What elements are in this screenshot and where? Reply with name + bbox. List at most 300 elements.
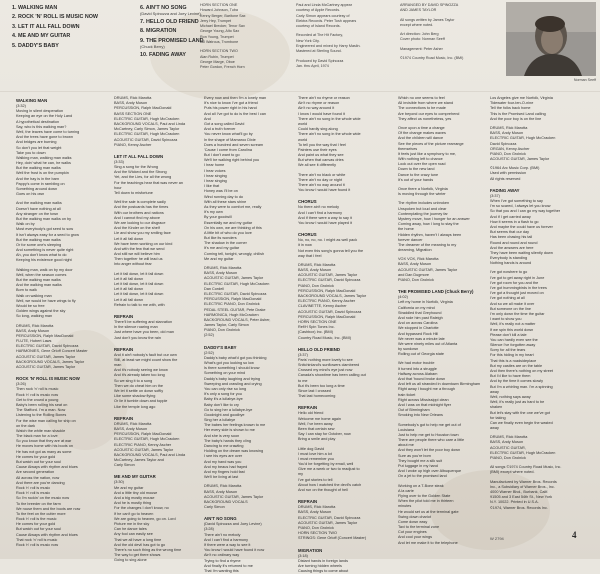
credits-arrangement — [400, 3, 498, 91]
lyric-line: Inc., a Subsidiary of Warner Bros., Inc. — [490, 484, 555, 489]
lyric-line: Let it all fall down — [114, 276, 144, 281]
lyric-line: Baby's been rolling his seat on — [16, 402, 68, 407]
lyric-line: Pappy's come in rambling on — [16, 181, 65, 186]
lyric-line: Lie and show you my smiling face — [114, 231, 171, 236]
lyric-line: Tidewater four-ten-O-nine — [490, 101, 534, 106]
credit-line: Kenny Berger, Baritone Sax — [200, 13, 246, 18]
spacer — [398, 283, 486, 287]
lyric-line: I've got a thought just moved on — [490, 291, 544, 296]
lyric-line: Halfway across Alabam — [398, 371, 438, 376]
lyric-line: I'm only down the time the guitar — [490, 311, 545, 316]
spacer — [114, 410, 200, 414]
lyric-line: Dancing to me crawling — [204, 444, 244, 448]
lyric-line: themselves — [398, 146, 418, 151]
lyric-line: Rock 'n' roll is music now — [16, 392, 59, 397]
lyric-line: If he can't go to heaven — [114, 511, 154, 516]
lyric-line: You know I would have found it now — [204, 548, 265, 553]
lyric-line: There ain't no day or night — [298, 177, 342, 182]
track-title: 4. ME AND MY GUITAR — [12, 33, 71, 40]
lyric-line: Golden wings against the sky — [16, 309, 66, 314]
lyric-line: And I cannot find my above — [114, 215, 161, 220]
lyric-line: ©1964 Arc Music Corp. (BMI) — [490, 166, 540, 171]
lyric-line: Or for some one's sleeping — [16, 242, 62, 247]
lyric-line: But let's stay with the one we've got — [490, 410, 550, 415]
lyric-line: The baby's hands they cling — [204, 438, 251, 443]
lyric-line: PERCUSSION, Ralph MacDonald — [298, 314, 356, 319]
lyric-line: HORN SECTION ONE — [298, 319, 337, 324]
lyric-line: The Stafford. I'm a man. Now — [16, 408, 66, 413]
song-heading: FADING AWAY — [490, 187, 520, 193]
lyric-line: All rights reserved — [490, 176, 521, 181]
lyric-line: But it's been too long a time — [298, 383, 345, 388]
lyric-line: There are people there who care a little — [398, 438, 465, 443]
credit-line: New York City. — [296, 38, 320, 43]
credit-line: HORN SECTION ONE — [200, 3, 238, 7]
lyric-line: PIANO, Don Grolnick — [204, 328, 240, 333]
lyric-line: Which no one seems to feel — [398, 96, 445, 100]
lyric-line: And still we will believe him — [114, 252, 160, 257]
lyric-line: ELECTRIC GUITAR, David Spinozza — [204, 291, 267, 296]
lyric-line: We are going to heaven, go on. Lord — [114, 516, 176, 521]
song-heading: ME AND MY GUITAR — [114, 474, 156, 480]
lyric-line: When I've got something to say — [490, 199, 543, 203]
lyric-line: And by the time it comes slowly — [490, 379, 543, 384]
credit-line: George Young, Alto Sax — [200, 29, 240, 34]
lyric-line: You know I would have found it — [298, 188, 351, 193]
lyric-line: ACOUSTIC GUITAR, David Spinozza — [298, 309, 362, 314]
lyric-line: I'm so scared, I always let you know — [490, 204, 551, 209]
lyric-line: And paint us what they see — [298, 153, 344, 158]
lyric-line: And it's already taken too long — [114, 373, 165, 378]
lyric-line: Has been chasing his tail — [490, 235, 533, 240]
lyric-line: Would be so free — [16, 303, 45, 308]
lyric-line: Ain't no rhyme or reason — [298, 101, 340, 106]
lyric-line: PIANO, Don Grolnick — [298, 283, 334, 288]
lyric-line: It's out of your hands — [398, 177, 434, 182]
credit-line: HORN SECTION TWO — [200, 49, 238, 54]
lyric-line: (3:30) — [114, 480, 124, 485]
credit-line: Mastered at Sterling Sound. — [296, 49, 342, 54]
lyric-line: We have been working on our kind — [114, 241, 173, 246]
lyric-line: ACOUSTIC GUITAR, James Taylor — [398, 267, 458, 272]
lyric-line: BASS, Andy Muson — [298, 510, 332, 515]
lyric-line: I want to show you — [490, 317, 522, 322]
lyric-line: ELECTRIC GUITAR, David Spinozza — [298, 278, 361, 283]
lyric-line: Sweeping and crawling and crying — [204, 381, 262, 386]
lyric-line: Could hardly sing along — [298, 127, 338, 132]
song-heading: REFRAIN — [298, 499, 318, 505]
lyric-line: Baby it's a lullabye-bye — [204, 397, 243, 402]
spacer — [298, 542, 392, 546]
lyric-line: You can hardly even see the — [490, 337, 538, 342]
lyric-line: Goodnight and goodbye — [204, 412, 245, 417]
credit-line: Jerry Hey, Trumpet — [200, 18, 232, 23]
lyric-line: Well the frost is on the pumpkin — [16, 171, 69, 176]
lyric-line: DRUMS, Rick Marotta — [490, 435, 528, 440]
song-heading: LET IT ALL FALL DOWN — [114, 153, 164, 159]
lyric-line: I've got nothing at all — [490, 296, 525, 301]
lyric-line: It's my own — [204, 210, 223, 215]
lyric-line: ACOUSTIC GUITAR, — [490, 445, 526, 450]
lyric-line: CLAVINETTE, Kenny Ascher — [298, 304, 347, 309]
lyric-line: And the postcards has the times — [114, 205, 169, 210]
lyric-line: Been that certain sew — [298, 426, 335, 431]
lyric-line: And bypassed Rock Hill — [398, 331, 439, 336]
lyric-line: I see his eyes are over — [204, 454, 243, 459]
lyric-line: A la carte — [398, 488, 414, 493]
lyric-line: And cool your wings — [398, 535, 432, 540]
lyric-line: Let it all fall down — [114, 236, 144, 241]
lyric-line: man — [114, 363, 122, 368]
lyric-line: my — [298, 472, 304, 477]
lyric-line: (3:37) — [490, 193, 500, 198]
lyric-line: FLUTE, Hubert Laws — [16, 339, 52, 344]
lyric-line: And there are you're dancing — [16, 480, 65, 485]
lyric-line: Crossed my mind's eye just now — [298, 368, 353, 373]
lyric-line: To the feet on the cutter more — [16, 511, 66, 516]
lyric-line: If we spin this world down — [490, 327, 534, 332]
lyric-line: Does a hundred and seven scream — [204, 142, 264, 147]
spacer — [114, 148, 200, 152]
lyric-line: With nothing left to chance — [398, 157, 443, 162]
lyric-line: ACOUSTIC GUITAR, James Taylor — [114, 447, 174, 452]
lyric-line: on the dark — [16, 423, 35, 428]
lyric-line: And let me make it to the telephone — [398, 540, 458, 545]
song-heading: HELLO OLD FRIEND — [298, 346, 341, 352]
lyric-line: And the Wicked and the Strong — [114, 170, 167, 175]
lyrics-column-3 — [204, 96, 292, 573]
lyric-line: BASS SECTION ONE — [114, 111, 152, 116]
lyric-line: You know I would have played it — [298, 220, 352, 225]
lyric-line: There ain't no song in the whole wide — [298, 116, 361, 121]
lyric-line: BACKGROUND VOCALS, James Taylor — [16, 359, 85, 364]
lyric-line: way that I feel — [298, 253, 322, 258]
lyric-line: away — [490, 389, 499, 394]
lyric-line: Her every side is shown to me — [204, 428, 255, 433]
spacer — [490, 182, 586, 186]
lyric-line: Coming away, how I long to stay the — [398, 222, 459, 227]
spacer — [204, 510, 292, 514]
lyric-line: And so we all make it over — [490, 301, 535, 306]
lyric-line: Everybody is standing — [490, 256, 528, 261]
lyric-line: Let it fall down, let it fall down — [114, 292, 164, 297]
credit-line: Cover photo: Norman Seeff — [400, 37, 445, 42]
lyric-line: The way to get there shows — [114, 553, 161, 558]
lyric-line: Goes on his own — [16, 192, 45, 197]
lyric-line: Used with permission — [490, 171, 527, 176]
photo-caption: Norman Seeff — [573, 78, 596, 82]
lyric-line: And it's nobody seeing we know — [114, 368, 168, 373]
lyric-line: I hear singing — [204, 173, 227, 178]
credit-line: ARRANGED BY DAVID SPINOZZA — [400, 3, 459, 7]
lyric-line: Left my home in Norfolk, Virginia — [398, 300, 453, 305]
lyric-line: But watch out for your soul — [16, 527, 61, 532]
lyric-line: Say I can stay for October, now — [298, 432, 351, 437]
lyric-line: hour — [114, 185, 122, 190]
lyric-line: And she is very soon — [204, 433, 240, 438]
lyric-line: And rode him past Raleigh — [398, 315, 443, 320]
track-list-side-one — [12, 4, 116, 51]
lyric-line: In the silence roaring man — [114, 325, 158, 330]
lyric-line: As they were to comfort me, really — [204, 204, 262, 209]
lyric-line: California on my mind — [398, 305, 435, 310]
lyric-line: Take you to down — [16, 150, 46, 155]
lyric-line: And maybe the could have us forever — [490, 224, 553, 229]
artist-photo — [506, 2, 596, 76]
lyric-line: (3:28) — [204, 527, 214, 532]
lyric-line: McCartney, Carly Simon, James Taylor — [114, 127, 180, 132]
spacer — [298, 341, 392, 345]
lyric-line: Ah, you don't know what to do — [16, 253, 67, 258]
lyric-line: train ticket — [398, 392, 416, 397]
lyric-line: Well, it's really not a matter — [490, 322, 536, 327]
lyric-line: Snitchinland's sunflowers clambered — [298, 363, 360, 368]
side-number: 4 — [572, 530, 577, 540]
lyric-line: Los Angeles give me Norfolk, Virginia — [490, 96, 553, 100]
lyric-line: Bring a smile and play — [298, 437, 336, 442]
lyric-line: ELECTRIC GUITAR, Hugh McCracken — [114, 437, 180, 442]
lyric-line: Hello old friend — [298, 411, 324, 416]
lyric-line: BASS, Andy Muson — [114, 426, 148, 431]
lyric-line: Let it all fall down — [114, 287, 144, 292]
lyric-line: Put luggage in my hand — [398, 464, 438, 468]
lyric-line: 4000 Warner Blvd., Burbank, Calif. — [490, 489, 549, 494]
lyric-line: Well, when the season comes — [16, 272, 67, 277]
lyric-line: DRUMS, Rick Marotta — [298, 262, 336, 267]
lyric-line: I've got room for you and the — [490, 280, 539, 285]
lyric-line: But my castles are on the table — [490, 363, 543, 368]
lyric-line: Tell down to misfortune — [114, 191, 153, 195]
lyric-line: Canada's showtime has been calling out — [298, 373, 366, 378]
lyric-line: DRUMS, Rick Marotta — [114, 421, 152, 426]
lyric-line: ORGAN, Kenny Ascher — [490, 146, 530, 151]
song-heading: DADDY'S BABY — [204, 344, 237, 350]
lyric-line: You can only rise so long — [204, 386, 247, 391]
credit-line: Engineered and mixed by Harry Maslin. — [296, 44, 361, 49]
lyric-line: Just where have you been, old man — [114, 330, 174, 335]
lyric-line: VOX VOX, Rick Marotta — [398, 257, 439, 262]
song-heading: MIGRATION — [298, 547, 323, 553]
lyric-line: And I can't find a harmony — [298, 210, 342, 215]
lyric-line: PERCUSSION, Ralph MacDonald — [114, 106, 172, 111]
lyric-line: PERCUSSION, Ralph MacDonald — [204, 297, 262, 302]
lyric-line: (2:52) — [204, 350, 214, 355]
lyric-line: That rock 'n' roll is music — [16, 537, 58, 542]
lyric-line: BASS, Andy Muson — [16, 328, 50, 333]
lyric-line: Dan Cordell — [204, 286, 225, 291]
lyric-line: Puts his power right in his hand — [204, 106, 257, 111]
song-heading: REFRAIN — [114, 346, 134, 352]
lyric-line: Any stranger on the town — [16, 211, 59, 216]
lyric-line: But when that canvas dries — [298, 158, 344, 163]
lyric-line: (4:02) — [398, 295, 408, 300]
lyric-line: Rock 'n' roll is the music — [16, 517, 57, 522]
lyric-line: But someone on the line — [490, 306, 531, 311]
lyric-line: Straddled that Greyhound — [398, 310, 442, 315]
lyric-line: But the walking man walks on by — [16, 216, 72, 221]
credit-line: ©1974 Country Road Music, Inc. (BMI) — [400, 56, 464, 61]
lyric-line: shaken — [490, 405, 503, 410]
song-heading: REFRAIN — [114, 313, 134, 319]
credit-line: Jan. thru April, 1974 — [296, 63, 329, 68]
credit-line: All songs written by James Taylor — [400, 17, 455, 22]
lyric-line: Let it fall down, let it fall down — [114, 271, 164, 276]
spacer — [16, 370, 108, 374]
lyric-line: Picture me in the sky — [114, 521, 150, 526]
lyric-line: Cause Always with rhythm and blues — [16, 465, 78, 470]
lyric-line: for taking — [490, 415, 506, 420]
credit-line: Howard Johnson, Tuba — [200, 8, 238, 13]
lyric-line: Cut your engines — [398, 530, 427, 535]
lyric-line: Carly Simon — [204, 505, 225, 510]
lyric-line: The dreamer of the meaning to my — [398, 242, 457, 247]
lyric-line: ELECTRIC PIANO, Don Grolnick — [204, 302, 260, 307]
credit-line: courtesy of Island Records. — [296, 24, 341, 29]
lyric-line: Just don't you know the rain — [114, 335, 161, 340]
lyric-line: Doesn't have nothing at all — [16, 206, 61, 211]
lyric-line: Coming tell, tonight, wrongly, chilish — [204, 251, 265, 256]
lyric-line: DRUMS, Rick Marotta — [16, 323, 54, 328]
lyrics-column-2 — [114, 96, 200, 563]
lyric-line: BASS, Andy Muson — [398, 262, 432, 267]
catalog-number: W 2794 — [490, 536, 504, 541]
track-writer-note: (David Spinozza and Joey Levine) — [140, 11, 201, 17]
lyric-line: Well, we would be have wings to fly — [16, 298, 76, 303]
song-heading: CHORUS — [298, 199, 317, 205]
lyric-line: And I can't find a harmony — [204, 537, 248, 542]
lyric-line: I've got to get away right in June — [490, 275, 545, 280]
lyric-line: We were ninety miles out of Atlanta — [398, 341, 458, 346]
lyric-line: See the pieces of the picture rearrange — [398, 141, 464, 146]
lyric-line: We let it settle on down softly — [114, 389, 164, 393]
lyric-line: David Spinozza — [490, 141, 517, 146]
lyric-line: BACKGROUND VOCALS — [204, 499, 248, 504]
lyric-line: Rock 'n' roll is music — [16, 491, 51, 496]
lyric-line: (BMI) except where noted. — [490, 470, 535, 475]
lyric-line: There ain't no black or white — [298, 172, 346, 177]
lyric-line: world — [298, 137, 308, 142]
lyric-line: Well, the leaves have come to turning — [16, 129, 80, 134]
lyric-line: Tell the folks back home — [490, 106, 531, 111]
lyric-line: Little dog David — [298, 446, 325, 451]
lyric-line: I hear singing — [204, 179, 227, 183]
lyric-line: Most everybody's got seed to sow — [16, 227, 74, 232]
lyric-line: Ain't no ordinary way — [204, 553, 240, 558]
lyrics-column-6 — [490, 96, 586, 551]
lyric-line: Something around down — [16, 187, 58, 191]
spacer — [114, 341, 200, 345]
lyric-line: away — [490, 426, 499, 431]
lyric-line: He moves home with his boots on — [16, 444, 73, 449]
lyric-line: N.Y. 10022. Printed in U.S.A. — [490, 500, 539, 505]
lyric-line: by sundown — [398, 347, 419, 352]
lyric-line: BASS, Andy Muson — [490, 440, 524, 445]
lyric-line: (3:32) — [16, 104, 26, 108]
lyric-line: The black man for a love — [16, 434, 58, 439]
lyric-line: Come down easy — [398, 519, 428, 524]
lyric-line: Me and my guitar — [114, 485, 144, 490]
credits-musicians — [200, 3, 286, 91]
lyric-line: But like its wonders — [204, 236, 237, 241]
lyric-line: Round and round and round — [490, 240, 538, 245]
lyric-line: ACOUSTIC GUITAR, James Taylor — [204, 494, 264, 499]
lyric-line: And the hay is in the barn — [16, 176, 60, 181]
song-heading: THE PROMISED LAND (Chuck Berry) — [398, 289, 474, 295]
lyric-line: It's me and my guitar — [204, 246, 240, 251]
lyric-line: We stopped in Charlotte — [398, 326, 439, 331]
lyric-line: And the walking man walks — [16, 283, 62, 288]
lyric-line: You'd be forgetting by email, well — [298, 462, 354, 467]
lyric-line: Still, at least we might count show the — [114, 357, 178, 362]
lyric-line: 'Cause I come from Carolina — [204, 147, 252, 152]
lyric-line: (3:26) — [16, 382, 26, 387]
lyric-line: I've got nowhere to go — [490, 270, 528, 275]
lyric-line: So I'm rockin' on the music now — [16, 496, 70, 501]
lyric-line: it in now — [298, 243, 312, 248]
lyric-line: Just to help me get to Houston town — [398, 432, 459, 437]
lyric-line: Walking man, walking man walks — [16, 155, 72, 160]
lyric-line: And if I get carried away — [490, 214, 531, 219]
lyric-line: ELECTRIC GUITAR, Hugh McCracken — [114, 116, 180, 121]
lyric-line: They bought me a silk suit — [398, 458, 443, 463]
lyric-line: Moving in silent desperation — [16, 109, 64, 114]
lyric-line: Rock 'n' roll is music now — [16, 543, 59, 547]
lyric-line: It feels just like a symphony to me, — [398, 151, 457, 156]
lyric-line: And a big mostly mouse — [114, 496, 155, 500]
lyric-line: minutes — [398, 504, 412, 509]
credit-line: Recorded at The Hit Factory, — [296, 33, 344, 38]
lyric-line: I know I would have found it — [298, 111, 345, 116]
lyric-line: Country Road Music, Inc. (BMI) — [298, 335, 351, 340]
lyric-line: ELECTRIC GUITAR, David Spinozza — [298, 515, 361, 520]
lyric-line: Is there something I should know — [204, 366, 260, 371]
song-heading: WALKING MAN — [16, 98, 48, 103]
lyric-line: (3:37) — [298, 352, 308, 357]
spacer — [114, 308, 200, 312]
credit-line: Paul and Linda McCartney appear — [296, 3, 352, 7]
lyric-line: But watch out for your soul — [16, 460, 61, 464]
lyric-line: And my fingers hold fast — [204, 469, 245, 474]
lyric-line: Ref/H Spin Tones Inc. — [298, 325, 335, 330]
lyric-line: By your goodwill — [204, 215, 232, 220]
lyric-line: Let it fall down, let it fall down — [114, 282, 164, 286]
lyric-line: The rhythm includes unbroken — [398, 201, 450, 206]
lyric-line: Refrain to talk to me with, with — [114, 302, 165, 307]
lyric-line: Give me a week or two to readjust to — [298, 467, 360, 472]
spacer — [298, 399, 392, 403]
lyric-line: And my beaus had frayed — [204, 464, 248, 469]
lyric-line: PERCUSSION, Ralph MacDonald — [298, 288, 356, 293]
lyric-line: And the old devil has got to go — [114, 542, 166, 547]
lyric-line: ELECTRIC GUITAR, David Spinozza — [16, 344, 79, 349]
lyric-line: But I'm a whirling man. I'm a spinning — [490, 384, 553, 389]
lyric-line: So don't you let that weight — [16, 145, 62, 150]
lyric-line: No, no, no, no. I might as well pack — [298, 238, 358, 243]
lyric-line: It's nice to know I've got a friend — [204, 101, 258, 106]
header-band — [0, 0, 600, 92]
track-title: 2. ROCK 'N' ROLL IS MUSIC NOW — [12, 14, 99, 21]
spacer — [298, 193, 392, 197]
lyric-line: Rolling out of Georgia state — [398, 352, 445, 357]
spacer — [298, 226, 392, 230]
spacer — [114, 468, 200, 472]
lyric-line: Then we do cheat him on the — [114, 383, 163, 388]
lyric-line: ACOUSTIC GUITAR, James Taylor — [16, 354, 76, 359]
lyric-line: James Taylor, Carly Simon — [204, 323, 249, 328]
lyric-line: world — [298, 121, 308, 126]
lyric-line: ACOUSTIC GUITAR, James Taylor — [298, 520, 358, 525]
lyric-line: He comes for your gold — [16, 522, 56, 527]
